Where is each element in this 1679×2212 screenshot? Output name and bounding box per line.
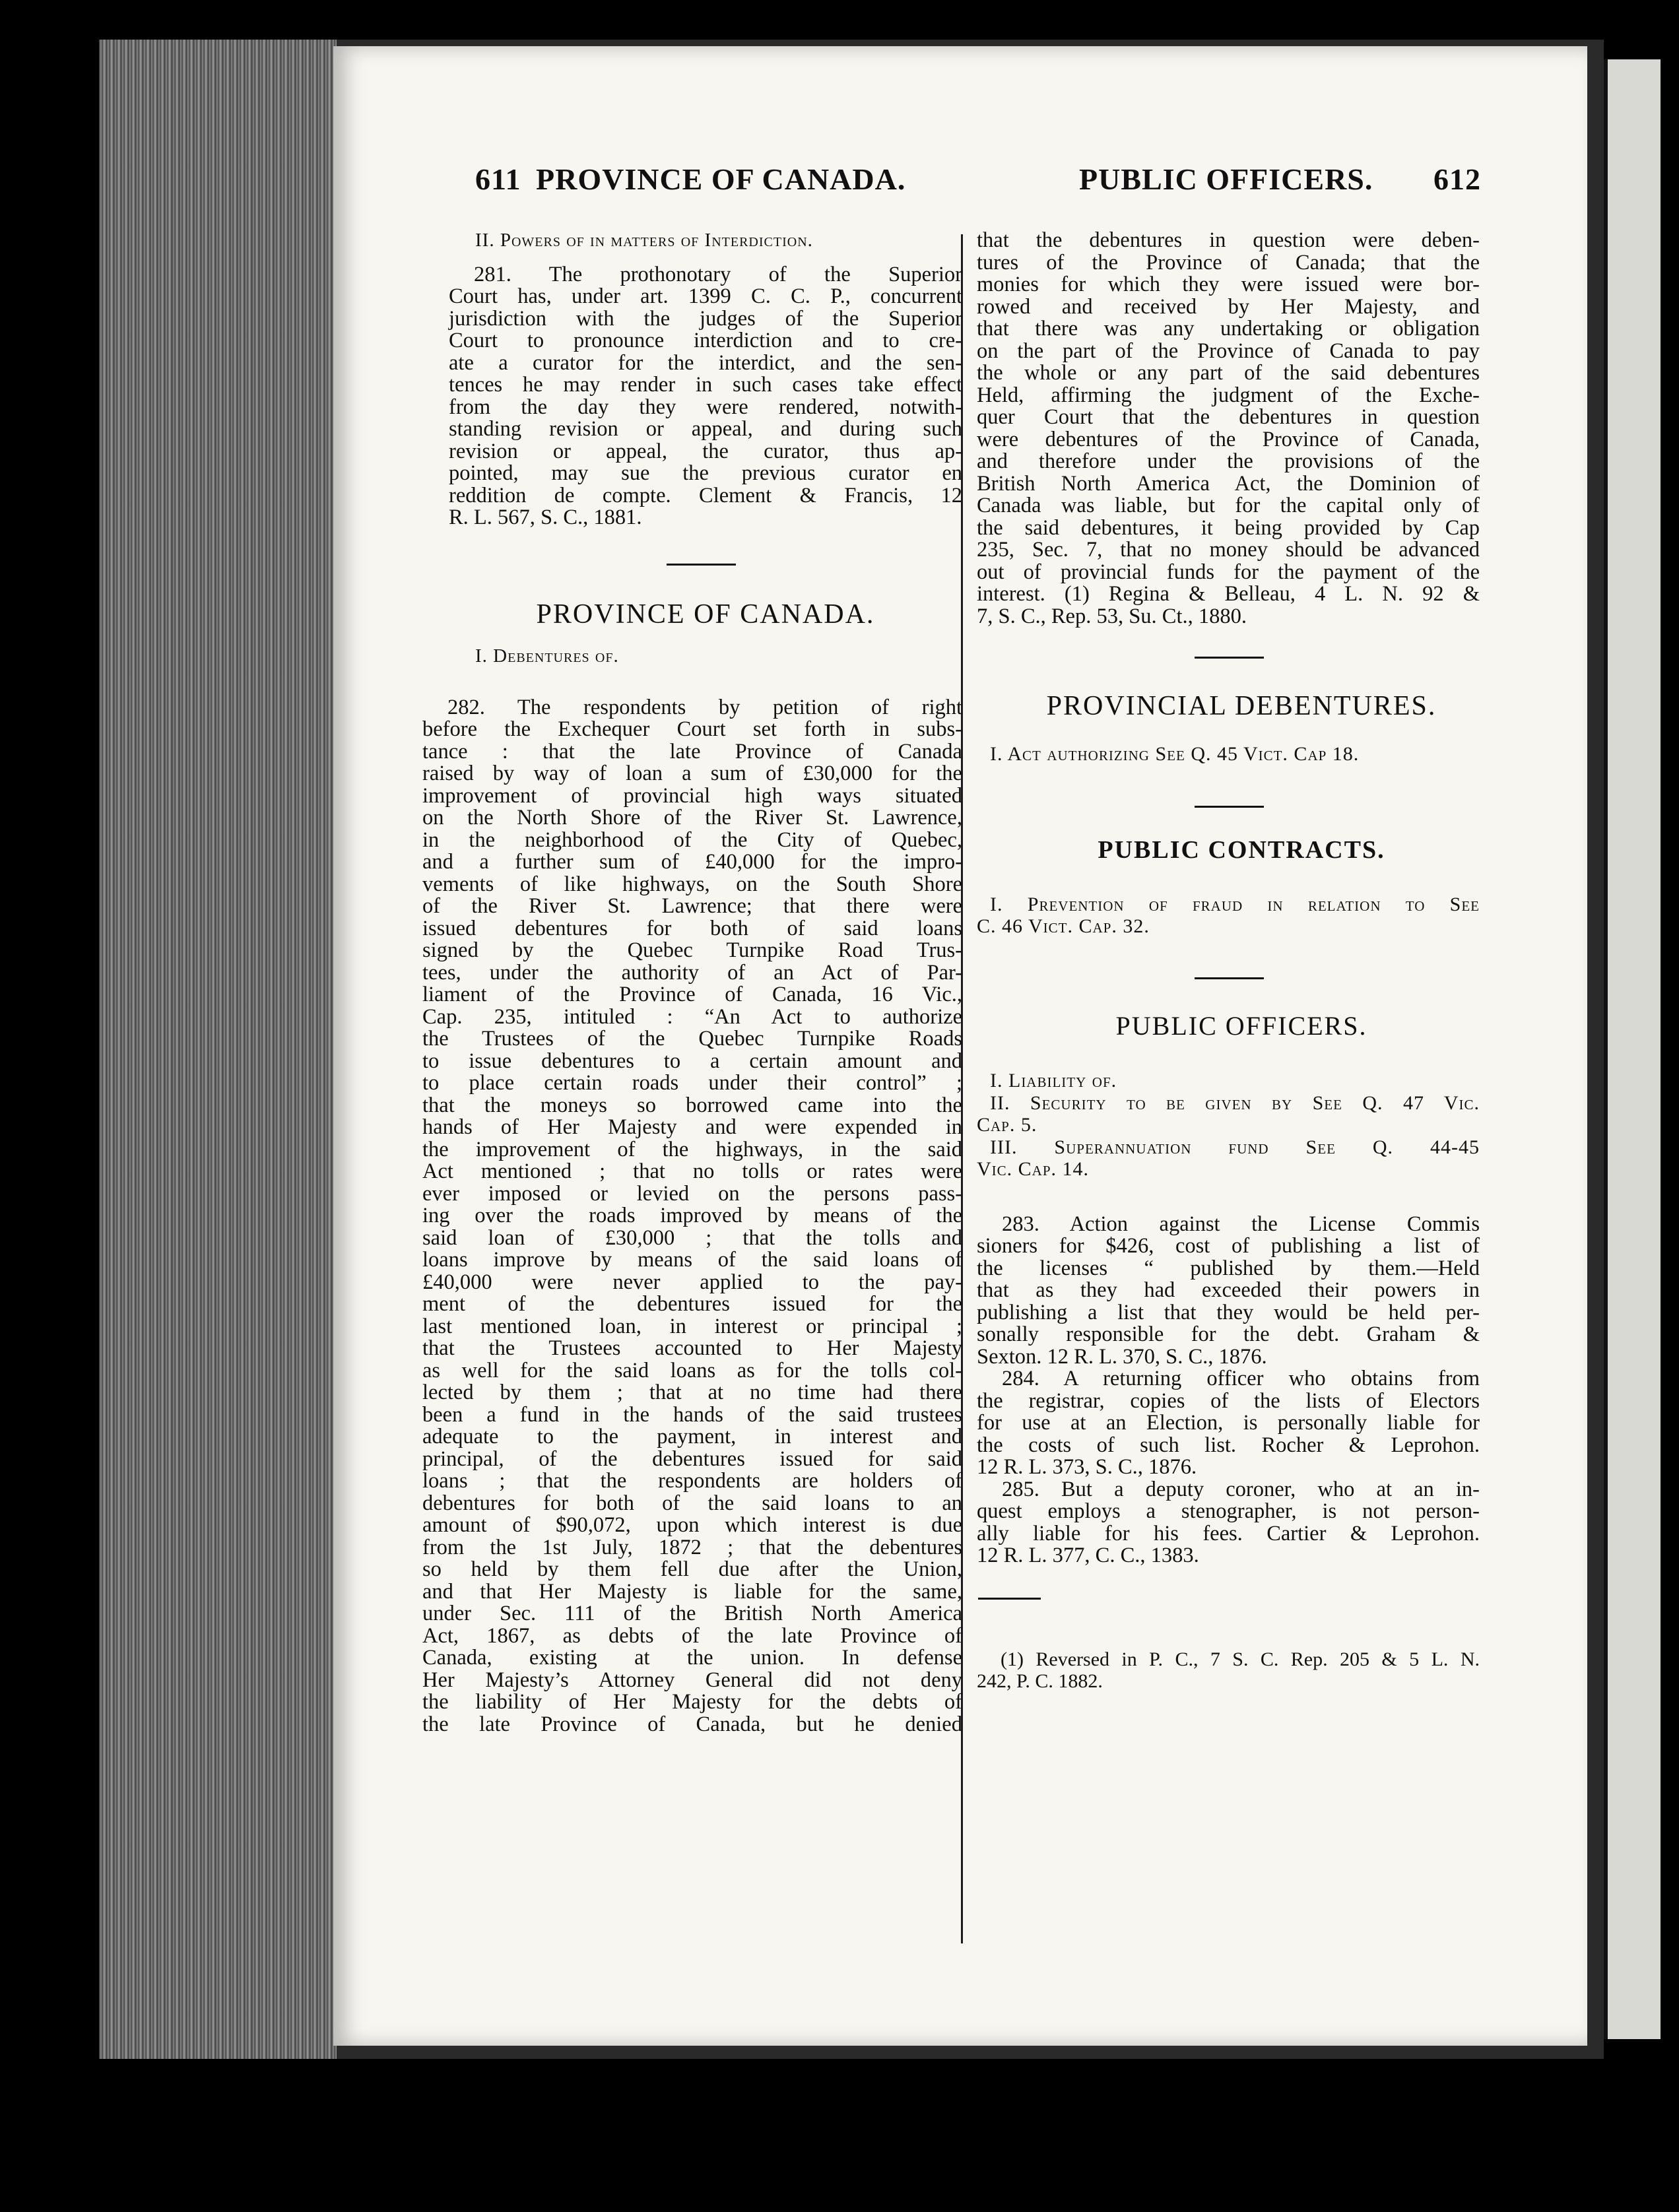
text-line: from the day they were rendered, notwith- — [449, 395, 962, 419]
text-line: 242, P. C. 1882. — [977, 1670, 1103, 1692]
text-line: improvement of provincial high ways situated — [422, 783, 962, 808]
text-line: loans improve by means of the said loans of — [422, 1248, 962, 1272]
section-rule — [1195, 977, 1264, 979]
text-line: tences he may render in such cases take effect — [449, 373, 962, 397]
text-line: £40,000 were never applied to the pay- — [422, 1270, 962, 1294]
left-column — [422, 230, 962, 1736]
text-line: Held, affirming the judgment of the Exche- — [977, 383, 1480, 407]
text-line: (1) Reversed in P. C., 7 S. C. Rep. 205 & 5 L. N. — [1001, 1648, 1480, 1670]
text-line: that the Trustees accounted to Her Majesty — [422, 1336, 962, 1360]
text-line: the licenses “ published by them.—Held — [977, 1256, 1480, 1280]
text-line: 285. But a deputy coroner, who at an in- — [1002, 1477, 1480, 1501]
text-line: tees, under the authority of an Act of Par- — [422, 960, 962, 985]
text-line: that as they had exceeded their powers in — [977, 1278, 1480, 1302]
right-page-number: 612 — [1433, 162, 1481, 196]
text-line: 12 R. L. 377, C. C., 1383. — [977, 1544, 1199, 1567]
text-line: so held by them fell due after the Union, — [422, 1557, 962, 1581]
text-line: 284. A returning officer who obtains from — [1002, 1367, 1480, 1390]
text-line: 12 R. L. 373, S. C., 1876. — [977, 1455, 1197, 1479]
text-line: the registrar, copies of the lists of Electors — [977, 1388, 1480, 1413]
text-line: on the North Shore of the River St. Lawrence, — [422, 806, 962, 830]
text-line: publishing a list that they would be held per- — [977, 1300, 1480, 1324]
text-line: 283. Action against the License Commis — [1002, 1212, 1480, 1236]
text-line: issued debentures for both of said loans — [422, 916, 962, 940]
right-column — [977, 230, 1480, 1693]
text-line: vements of like highways, on the South Shore — [422, 872, 962, 896]
paragraph-282 — [422, 697, 962, 1736]
text-line: R. L. 567, S. C., 1881. — [449, 505, 642, 529]
text-line: adequate to the payment, in interest and — [422, 1425, 962, 1448]
subheading-debentures: I. Debentures of. — [475, 645, 619, 667]
text-line: 281. The prothonotary of the Superior — [474, 262, 962, 286]
text-line: amount of $90,072, upon which interest is due — [422, 1513, 962, 1537]
text-line: quest employs a stenographer, is not person- — [977, 1499, 1480, 1523]
public-officers-items — [977, 1070, 1480, 1181]
text-line: of the River St. Lawrence; that there were — [422, 894, 962, 918]
section-rule — [1195, 806, 1264, 808]
text-line: from the 1st July, 1872 ; that the debentures — [422, 1535, 962, 1559]
text-line: Court to pronounce interdiction and to cre- — [449, 329, 962, 352]
text-line: Canada was liable, but for the capital only of — [977, 494, 1480, 517]
paragraph-283 — [977, 1214, 1480, 1369]
text-line: tance : that the late Province of Canada — [422, 739, 962, 764]
text-line: British North America Act, the Dominion of — [977, 471, 1480, 496]
text-line: I. Prevention of fraud in relation to See — [990, 893, 1480, 915]
text-line: Cap. 235, intituled : “An Act to authorize — [422, 1004, 962, 1029]
text-line: Cap. 5. — [977, 1114, 1037, 1136]
text-line: the said debentures, it being provided by Cap — [977, 515, 1480, 540]
page-edges — [99, 40, 337, 2059]
text-line: last mentioned loan, in interest or principal ; — [422, 1314, 962, 1338]
text-line: tures of the Province of Canada; that the — [977, 250, 1480, 275]
text-line: rowed and received by Her Majesty, and — [977, 294, 1480, 319]
text-line: signed by the Quebec Turnpike Road Trus- — [422, 938, 962, 962]
text-line: debentures for both of the said loans to an — [422, 1491, 962, 1515]
text-line: Her Majesty’s Attorney General did not deny — [422, 1668, 962, 1692]
left-page-number: 611 — [475, 162, 521, 196]
text-line: that the moneys so borrowed came into the — [422, 1093, 962, 1117]
text-line: lected by them ; that at no time had there — [422, 1381, 962, 1404]
text-line: jurisdiction with the judges of the Superior — [449, 306, 962, 331]
subheading-interdiction: II. Powers of in matters of Interdiction. — [475, 230, 813, 251]
footnote-rule — [978, 1598, 1041, 1600]
text-line: the late Province of Canada, but he denied — [422, 1712, 962, 1736]
text-line: under Sec. 111 of the British North America — [422, 1602, 962, 1625]
text-line: ing over the roads improved by means of the — [422, 1204, 962, 1227]
text-line: liament of the Province of Canada, 16 Vic., — [422, 983, 962, 1006]
text-line: sonally responsible for the debt. Graham & — [977, 1322, 1480, 1346]
section-title-public-contracts: PUBLIC CONTRACTS. — [1098, 836, 1385, 864]
text-line: the whole or any part of the said debentures — [977, 361, 1480, 385]
paragraph-284 — [977, 1368, 1480, 1479]
text-line: Vic. Cap. 14. — [977, 1158, 1090, 1180]
section-title-public-officers: PUBLIC OFFICERS. — [1115, 1010, 1367, 1041]
text-line: loans ; that the respondents are holders of — [422, 1469, 962, 1493]
text-line: revision or appeal, the curator, thus ap- — [449, 439, 962, 463]
text-line: and a further sum of £40,000 for the impro- — [422, 850, 962, 874]
text-line: 7, S. C., Rep. 53, Su. Ct., 1880. — [977, 604, 1247, 628]
facing-page-edge — [1604, 59, 1661, 2039]
text-line: pointed, may sue the previous curator en — [449, 461, 962, 485]
text-line: C. 46 Vict. Cap. 32. — [977, 915, 1150, 937]
text-line: 282. The respondents by petition of right — [447, 695, 962, 719]
section-title-provincial-debentures: PROVINCIAL DEBENTURES. — [1046, 691, 1437, 721]
text-line: quer Court that the debentures in question — [977, 405, 1480, 429]
text-line: interest. (1) Regina & Belleau, 4 L. N. 92 & — [977, 582, 1480, 606]
text-line: ate a curator for the interdict, and the sen- — [449, 350, 962, 375]
text-line: standing revision or appeal, and during such — [449, 417, 962, 441]
text-line: the improvement of the highways, in the said — [422, 1137, 962, 1161]
text-line: Act, 1867, as debts of the late Province of — [422, 1623, 962, 1648]
text-line: the costs of such list. Rocher & Leprohon. — [977, 1433, 1480, 1457]
text-line: Sexton. 12 R. L. 370, S. C., 1876. — [977, 1344, 1267, 1369]
right-running-title: PUBLIC OFFICERS. — [1079, 162, 1373, 196]
text-line: said loan of £30,000 ; that the tolls and — [422, 1225, 962, 1250]
text-line: principal, of the debentures issued for said — [422, 1447, 962, 1471]
text-line: reddition de compte. Clement & Francis, 12 — [449, 483, 962, 507]
text-line: ever imposed or levied on the persons pass- — [422, 1181, 962, 1206]
text-line: before the Exchequer Court set forth in subs- — [422, 717, 962, 741]
text-line: that the debentures in question were deben- — [977, 228, 1480, 252]
section-rule — [667, 564, 736, 566]
paragraph-285 — [977, 1479, 1480, 1567]
text-line: hands of Her Majesty and were expended in — [422, 1115, 962, 1139]
text-line: sioners for $426, cost of publishing a list of — [977, 1234, 1480, 1258]
provincial-debentures-item: I. Act authorizing See Q. 45 Vict. Cap 18. — [990, 742, 1360, 765]
text-line: for use at an Election, is personally liable for — [977, 1411, 1480, 1435]
text-line: Canada, existing at the union. In defense — [422, 1646, 962, 1670]
text-line: monies for which they were issued were bor- — [977, 273, 1480, 296]
text-line: 235, Sec. 7, that no money should be advanced — [977, 538, 1480, 562]
text-line: and that Her Majesty is liable for the same, — [422, 1579, 962, 1604]
text-line: ment of the debentures issued for the — [422, 1292, 962, 1316]
paragraph-281 — [422, 264, 962, 529]
text-line: the liability of Her Majesty for the debts of — [422, 1690, 962, 1714]
text-line: raised by way of loan a sum of £30,000 for the — [422, 762, 962, 785]
text-line: to issue debentures to a certain amount and — [422, 1049, 962, 1073]
paragraph-282-continued — [977, 230, 1480, 628]
text-line: III. Superannuation fund See Q. 44-45 — [990, 1136, 1480, 1158]
footnote — [977, 1648, 1480, 1693]
text-line: were debentures of the Province of Canada, — [977, 427, 1480, 451]
text-line: that there was any undertaking or obligation — [977, 317, 1480, 341]
section-rule — [1195, 657, 1264, 659]
text-line: as well for the said loans as for the tolls col- — [422, 1358, 962, 1382]
left-running-title: PROVINCE OF CANADA. — [536, 162, 906, 196]
text-line: Court has, under art. 1399 C. C. P., concurrent — [449, 284, 962, 308]
text-line: Act mentioned ; that no tolls or rates were — [422, 1159, 962, 1183]
text-line: in the neighborhood of the City of Quebec, — [422, 828, 962, 852]
text-line: the Trustees of the Quebec Turnpike Roads — [422, 1027, 962, 1051]
text-line: and therefore under the provisions of the — [977, 449, 1480, 473]
text-line: I. Liability of. — [990, 1070, 1117, 1091]
text-line: ally liable for his fees. Cartier & Leprohon. — [977, 1521, 1480, 1545]
text-line: been a fund in the hands of the said trustees — [422, 1402, 962, 1427]
text-line: to place certain roads under their control” ; — [422, 1071, 962, 1095]
text-line: out of provincial funds for the payment of the — [977, 560, 1480, 584]
public-contracts-item — [977, 894, 1480, 938]
section-title-province-of-canada: PROVINCE OF CANADA. — [536, 599, 875, 630]
text-line: on the part of the Province of Canada to pay — [977, 339, 1480, 363]
text-line: II. Security to be given by See Q. 47 Vic. — [990, 1091, 1480, 1114]
